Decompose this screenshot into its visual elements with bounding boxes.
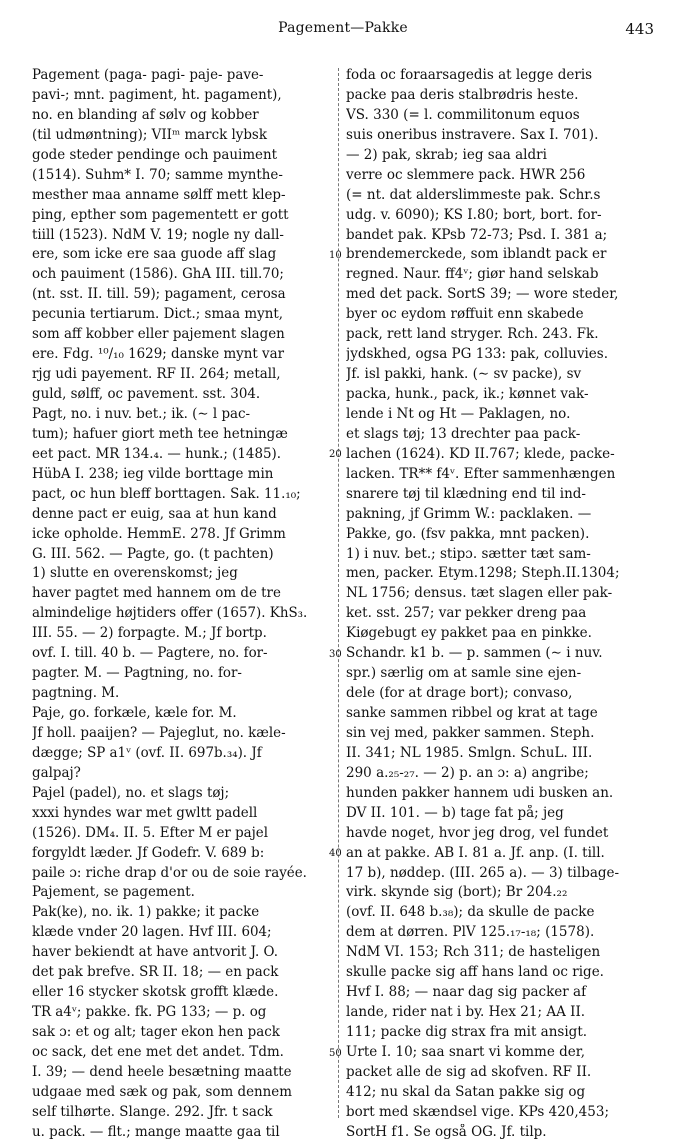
text-line: lende i Nt og Ht — Paklagen, no. [346, 405, 571, 422]
text-line: VS. 330 (= l. commilitonum equos [346, 106, 580, 123]
text-line: pakning, jf Grimm W.: packlaken. — [346, 505, 592, 522]
text-line: II. 341; NL 1985. Smlgn. SchuL. III. [346, 744, 593, 761]
text-line: udgaae med sæk og pak, som dennem [32, 1083, 292, 1100]
text-line: self tilhørte. Slange. 292. Jfr. t sack [32, 1103, 273, 1120]
text-line: klæde vnder 20 lagen. Hvf III. 604; [32, 924, 272, 941]
text-line: Schandr. k1 b. — p. sammen (∼ i nuv. [346, 645, 603, 662]
line-number: 30 [329, 648, 342, 660]
text-line: Jf holl. paaijen? — Pajeglut, no. kæle- [32, 724, 286, 741]
text-line: (ovf. II. 648 b.₃₈); da skulle de packe [346, 904, 595, 921]
text-line: Pagement (paga- pagi- paje- pave- [32, 67, 264, 83]
text-line: HübA I. 238; ieg vilde borttage min [32, 465, 274, 482]
text-line: III. 55. — 2) forpagte. M.; Jf bortp. [32, 625, 267, 642]
text-line: G. III. 562. — Pagte, go. (t pachten) [32, 545, 274, 562]
text-line: Urte I. 10; saa snart vi komme der, [346, 1043, 586, 1060]
text-line: haver pagtet med hannem om de tre [32, 585, 281, 602]
text-line: virk. skynde sig (bort); Br 204.₂₂ [346, 884, 568, 901]
text-line: 1) slutte en overenskomst; jeg [32, 565, 238, 582]
text-line: forgyldt læder. Jf Godefr. V. 689 b: [32, 844, 265, 861]
text-line: skulle packe sig aff hans land oc rige. [346, 964, 604, 981]
text-line: pagtning. M. [32, 685, 120, 702]
text-line: byer oc eydom røffuit enn skabede [346, 306, 584, 323]
text-line: tiill (1523). NdM V. 19; nogle ny dall- [32, 226, 284, 243]
text-line: det pak brefve. SR II. 18; — en pack [32, 964, 279, 981]
text-line: ere, som icke ere saa guode aff slag [32, 246, 277, 263]
text-line: Jf. isl pakki, hank. (∼ sv packe), sv [346, 366, 582, 383]
text-line: foda oc foraarsagedis at legge deris [346, 67, 593, 83]
text-line: haver bekiendt at have antvorit J. O. [32, 944, 279, 961]
text-line: sanke sammen ribbel og krat at tage [346, 705, 598, 721]
text-line: pavi-; mnt. pagiment, ht. pagament), [32, 86, 282, 103]
text-line: NL 1756; densus. tæt slagen eller pak- [346, 585, 613, 602]
text-line: Pajel (padel), no. et slags tøj; [32, 784, 230, 801]
text-line: ping, epther som pagementett er gott [32, 206, 289, 223]
text-line: 290 a.₂₅-₂₇. — 2) p. an ɔ: a) angribe; [346, 764, 589, 781]
text-line: regned. Naur. ff4ᵛ; giør hand selskab [346, 266, 599, 283]
text-line: 1) i nuv. bet.; stipɔ. sætter tæt sam- [346, 545, 591, 562]
text-line: DV II. 101. — b) tage fat på; jeg [346, 804, 564, 821]
page-number: 443 [625, 20, 654, 38]
text-line: eet pact. MR 134.₄. — hunk.; (1485). [32, 445, 282, 462]
text-line: verre oc slemmere pack. HWR 256 [346, 166, 586, 183]
text-line: udg. v. 6090); KS I.80; bort, bort. for- [346, 206, 602, 223]
text-line: Hvf I. 88; — naar dag sig packer af [346, 984, 587, 1001]
text-line: ere. Fdg. ¹⁰/₁₀ 1629; danske mynt var [32, 346, 285, 363]
text-line: et slags tøj; 13 drechter paa pack- [346, 425, 581, 442]
line-number: 10 [329, 249, 342, 261]
text-line: icke opholde. HemmE. 278. Jf Grimm [32, 525, 286, 542]
text-line: Kiøgebugt ey pakket paa en pinkke. [346, 625, 592, 642]
text-line: paile ɔ: riche drap d'or ou de soie rayée. [32, 864, 307, 881]
text-line: jydskhed, ogsa PG 133: pak, colluvies. [346, 346, 609, 363]
text-line: med det pack. SortS 39; — wore steder, [346, 286, 619, 303]
text-line: Pagt, no. i nuv. bet.; ik. (∼ l pac- [32, 405, 251, 422]
text-line: mesther maa anname sølff mett klep- [32, 186, 286, 203]
text-line: (1514). Suhm* I. 70; samme mynthe- [32, 166, 283, 183]
running-title: Pagement—Pakke [278, 20, 408, 36]
text-line: 111; packe dig strax fra mit ansigt. [346, 1024, 588, 1040]
text-line: TR a4ᵛ; pakke. fk. PG 133; — p. og [32, 1004, 267, 1021]
text-line: (til udmøntning); VIIᵐ marck lybsk [32, 126, 267, 143]
text-line: (= nt. dat alderslimmeste pak. Schr.s [346, 186, 601, 203]
text-line: (nt. sst. II. till. 59); pagament, cerosa [32, 286, 286, 303]
text-line: dele (for at drage bort); convaso, [346, 685, 573, 702]
text-line: lachen (1624). KD II.767; klede, packe- [346, 445, 615, 462]
text-line: tum); hafuer giort meth tee hetningæ [32, 425, 288, 442]
text-line: sin vej med, pakker sammen. Steph. [346, 724, 595, 741]
text-line: pact, oc hun bleff borttagen. Sak. 11.₁₀; [32, 485, 301, 502]
text-line: spr.) særlig om at samle sine ejen- [346, 665, 582, 682]
text-line: 17 b), nøddep. (III. 265 a). — 3) tilbage- [346, 864, 620, 881]
text-line: lacken. TR** f4ᵛ. Efter sammenhængen [346, 465, 616, 482]
text-line: packe paa deris stalbrødris heste. [346, 86, 579, 103]
text-line: ket. sst. 257; var pekker dreng paa [346, 605, 587, 622]
text-line: u. pack. — flt.; mange maatte gaa til [32, 1123, 280, 1140]
text-line: Pakke, go. (fsv pakka, mnt packen). [346, 525, 590, 542]
text-line: rjg udi payement. RF II. 264; metall, [32, 366, 281, 383]
text-line: denne pact er euig, saa at hun kand [32, 505, 277, 522]
text-line: packa, hunk., pack, ik.; kønnet vak- [346, 386, 589, 402]
text-line: almindelige højtiders offer (1657). KhS₃. [32, 605, 308, 622]
text-line: men, packer. Etym.1298; Steph.II.1304; [346, 565, 620, 582]
line-number: 50 [329, 1047, 342, 1059]
text-line: packet alle de sig ad skofven. RF II. [346, 1063, 592, 1080]
text-line: Paje, go. forkæle, kæle for. M. [32, 705, 237, 721]
text-line: — 2) pak, skrab; ieg saa aldri [346, 146, 547, 163]
text-line: hunden pakker hannem udi busken an. [346, 784, 614, 801]
text-line: havde noget, hvor jeg drog, vel fundet [346, 824, 609, 841]
text-line: pecunia tertiarum. Dict.; smaa mynt, [32, 306, 284, 323]
text-line: SortH f1. Se også OG. Jf. tilp. [346, 1123, 547, 1140]
text-line: snarere tøj til klædning end til ind- [346, 485, 587, 502]
text-line: Pajement, se pagement. [32, 884, 195, 901]
text-line: (1526). DM₄. II. 5. Efter M er pajel [32, 824, 269, 841]
text-line: eller 16 stycker skotsk grofft klæde. [32, 984, 279, 1001]
page-header [0, 20, 686, 44]
text-line: som aff kobber eller pajement slagen [32, 326, 285, 343]
text-line: sak ɔ: et og alt; tager ekon hen pack [32, 1024, 280, 1040]
column-divider [338, 68, 339, 1118]
text-line: no. en blanding af sølv og kobber [32, 106, 259, 123]
text-line: pack, rett land stryger. Rch. 243. Fk. [346, 326, 599, 343]
line-number: 20 [329, 449, 342, 461]
text-line: bandet pak. KPsb 72-73; Psd. I. 381 a; [346, 226, 608, 243]
text-line: ovf. I. till. 40 b. — Pagtere, no. for- [32, 645, 268, 662]
right-column [346, 66, 656, 1143]
text-line: I. 39; — dend heele besætning maatte [32, 1063, 292, 1080]
text-line: bort med skændsel vige. KPs 420,453; [346, 1103, 610, 1120]
line-number: 40 [329, 848, 342, 860]
text-line: dem at dørren. PlV 125.₁₇-₁₈; (1578). [346, 924, 595, 941]
text-line: oc sack, det ene met det andet. Tdm. [32, 1043, 284, 1060]
text-line: an at pakke. AB I. 81 a. Jf. anp. (I. till. [346, 844, 605, 861]
text-line: brendemerckede, som iblandt pack er [346, 246, 607, 263]
left-column [32, 66, 332, 1143]
text-line: pagter. M. — Pagtning, no. for- [32, 665, 242, 682]
text-line: och pauiment (1586). GhA III. till.70; [32, 266, 284, 283]
text-line: Pak(ke), no. ik. 1) pakke; it packe [32, 904, 260, 921]
text-line: lande, rider nat i by. Hex 21; AA II. [346, 1004, 586, 1021]
text-line: galpaj? [32, 764, 81, 781]
text-line: NdM VI. 153; Rch 311; de hasteligen [346, 944, 601, 961]
text-line: guld, sølff, oc pavement. sst. 304. [32, 386, 261, 402]
text-line: dægge; SP a1ᵛ (ovf. II. 697b.₃₄). Jf [32, 744, 262, 761]
text-line: suis oneribus instravere. Sax I. 701). [346, 126, 599, 143]
text-line: 412; nu skal da Satan pakke sig og [346, 1083, 586, 1100]
text-line: xxxi hyndes war met gwltt padell [32, 804, 258, 821]
text-line: gode steder pendinge och pauiment [32, 146, 278, 163]
